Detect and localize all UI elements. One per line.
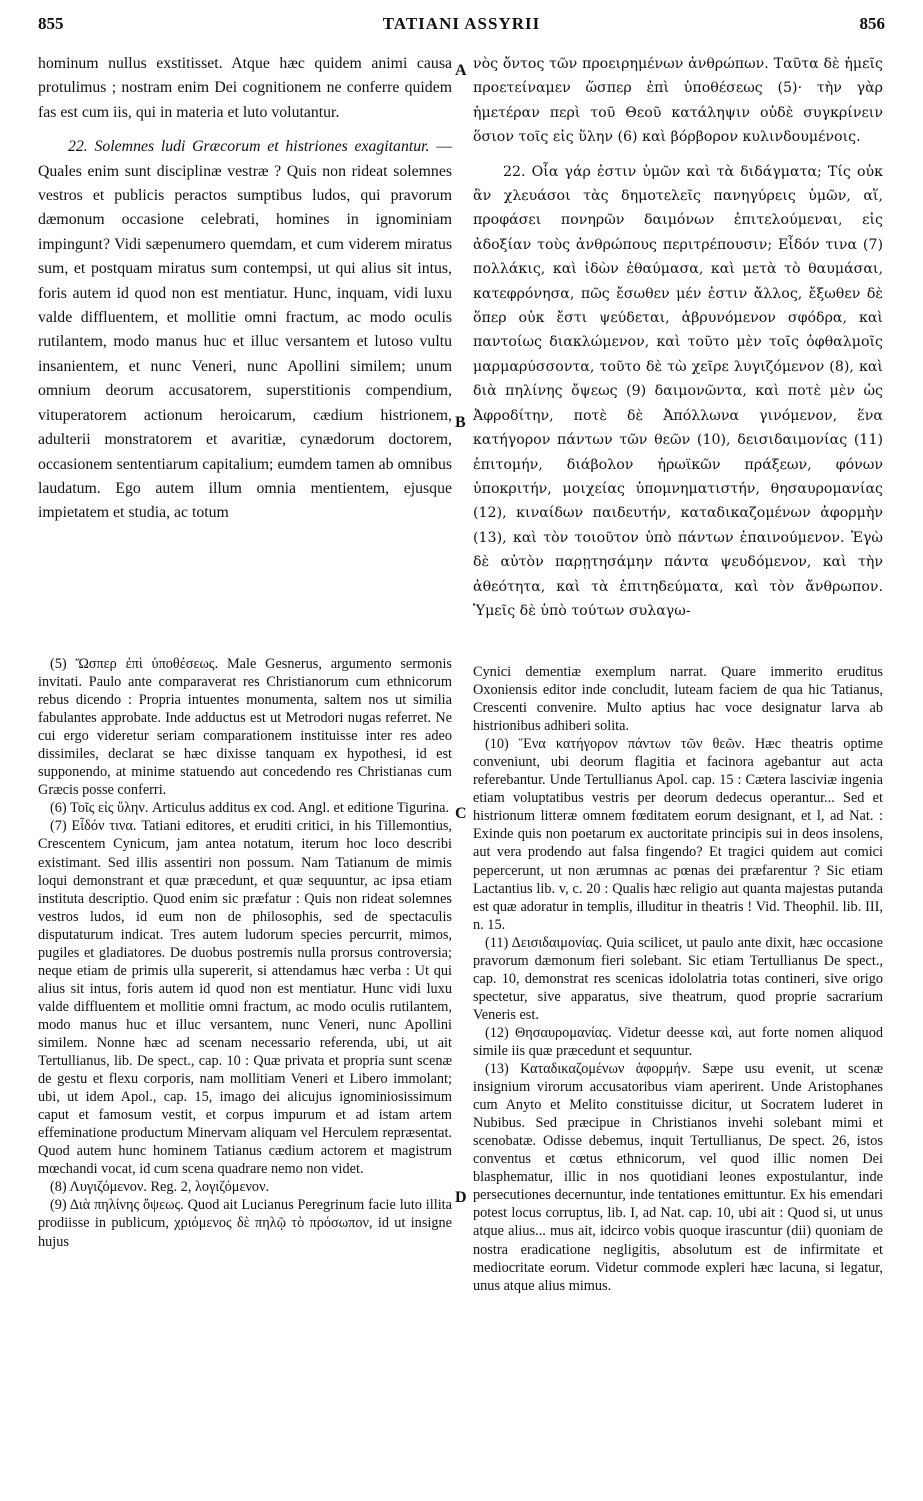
footnote-continuation: Cynici dementiæ exemplum narrat. Quare immerito eruditus Oxoniensis editor inde concludit, luteam faciem de qua hic Tatianus, Crescenti convenire. Multo aptius hac voce designatur larva ab histrionibus adhiberi solita. <box>473 664 883 735</box>
greek-column <box>473 52 883 623</box>
latin-paragraph-2-text: — Quales enim sunt disciplinæ vestræ ? Quis non rideat solemnes vestros et publicis peractos sumptibus ludos, qui pravorum dæmonum occasione celebrati, homines in ignominiam impingunt? Vidi sæpenumero quemdam, et cum viderem miratus sum, et postquam miratus sum contempsi, ut qui alius sit intus, foris autem id quod non est mentiatur. Hunc, inquam, vidi luxu valde diffluentem, et mollitie omni fractum, ac modo oculis rutilantem, modo manus huc et illuc versantem et lutoso vultu insanientem, et nunc Veneri, nunc Apollini similem; unum omnium deorum accusatorem, superstitionis compendium, vituperatorem actionum heroicarum, cædium histrionem, adulterii monstratorem et avaritiæ, cynædorum doctorem, occasionem sententiarum capitalium; eumdem tamen ab omnibus laudatum. Ego autem illum omnia mentientem, ejusque impietatem et studia, ac totum <box>38 138 452 522</box>
greek-paragraph-1: νὸς ὄντος τῶν προειρημένων ἀνθρώπων. Ταῦτα δὲ ἡμεῖς προετείναμεν ὥσπερ ἐπὶ ὑποθέσεως (5)· τὴν γὰρ ἡμετέραν περὶ τοῦ Θεοῦ κατάληψιν οὐδὲ συγκρίνειν ὅσιον τοῖς εἰς ὕλην (6) καὶ βόρβορον κυλινδουμένοις. <box>473 56 883 146</box>
latin-column <box>38 52 452 526</box>
footnote: (6) Τοῖς εἰς ὕλην. Articulus additus ex cod. Angl. et editione Tigurina. <box>50 800 450 817</box>
footnote: (8) Λυγιζόμενον. Reg. 2, λογιζόμενον. <box>50 1179 270 1196</box>
footnote: (9) Διὰ πηλίνης ὄψεως. Quod ait Lucianus Peregrinum facie luto illita prodiisse in publicum, χριόμενος δὲ πηλῷ τὸ πρόσωπον, id ut insigne hujus <box>38 1197 452 1250</box>
footnote: (5) Ὥσπερ ἐπὶ ὑποθέσεως. Male Gesnerus, argumento sermonis invitati. Paulo ante comparaverat res Christianorum cum ethnicorum rebus dicendo : Propria intuentes monumenta, saltem nos ut similia fabulantes approbate. Inde adductus est ut Metrodori nugas referret. Ne cui ergo videretur seriam comparationem instituisse inter res adeo dissimiles, declarat se hæc dixisse tanquam ex hypothesi, id est supponendo, at minime statuendo aut concedendo res Christianas cum Græcis posse conferri. <box>38 656 452 799</box>
running-title: TATIANI ASSYRII <box>382 14 541 33</box>
latin-paragraph-1: hominum nullus exstitisset. Atque hæc quidem animi causa protulimus ; nostram enim Dei cognitionem ne conferre quidem fas est cum iis, qui in materia et luto volutantur. <box>38 55 452 121</box>
footnote: (7) Εἶδόν τινα. Tatiani editores, et eruditi critici, in his Tillemontius, Crescentem Cynicum, jam antea notatum, iterum hoc loco describi existimant. Sed illis assentiri non possum. Nam Tatianum de mimis loqui demonstrant et quæ præcedunt, et quæ sequuntur, ac ipsa etiam instituta descriptio. Quod enim sic præfatur : Quis non rideat solemnes vestros ludos, id eum non de philosophis, sed de spectaculis disputaturum indicat. Tres autem ludorum species percurrit, mimos, pugiles et gladiatores. De duobus postremis nulla prorsus controversia; neque etiam de primis ulla supererit, si attendamus hæc verba : Ut qui alius sit intus, foris autem id quod non est mentiatur. Hunc vidi luxu valde diffluentem et mollitie omni fractum, ac modo oculis rutilantem, modo manus huc et illuc versantem, nunc Veneri, nunc Apollini similem. Nonne hæc ad scenam necessario referenda, ubi, ut ait Tertullianus, lib. De spect., cap. 10 : Quæ privata et propria sunt scenæ de gestu et flexu corporis, nam mollitiam Veneri et Libero immolant; ubi, ut idem Apol., cap. 15, imago dei alicujus ignominiosissimum caput et famosum vestit, et corpus impurum et ad istam artem effeminatione productum Minervam aliquam vel Herculem repræsentat. Quod autem hunc hominem Tatianus cædium actorem et magistrum mœchandi vocat, id cum scena quadrare nemo non videt. <box>38 818 452 1178</box>
notes-left-column <box>38 655 452 1251</box>
latin-paragraph-2 <box>38 135 452 526</box>
margin-letter-d: D <box>455 1189 467 1206</box>
margin-letter-c: C <box>455 805 467 822</box>
section-heading: 22. Solemnes ludi Græcorum et histriones exagitantur. <box>68 138 430 156</box>
footnote: (11) Δεισιδαιμονίας. Quia scilicet, ut paulo ante dixit, hæc occasione pravorum dæmonum fieri solebant. Sic etiam Tertullianus De spect., cap. 10, demonstrat res scenicas idololatria totas contineri, sive origo spectetur, sive apparatus, sive theatrum, quod proprie sacrarium Veneris est. <box>473 934 883 1023</box>
footnote: (13) Καταδικαζομένων ἀφορμήν. Sæpe usu evenit, ut scenæ insignium virorum accusatoribus viam aperirent. Unde Aristophanes cum Anyto et Melito constituisse dicitur, ut Socratem luderet in Nubibus. Sed præcipue in Christianos invehi solebant mimi et scenobatæ. Odisse debemus, inquit Tertullianus, De spect. 26, istos conventus et cœtus ethnicorum, vel quod illic nomen Dei blasphematur, illic in nos quotidiani leones expostulantur, inde persecutiones decernuntur, inde tentationes emittuntur. Ex his emendari potest locus corruptus, lib. I, ad Nat. cap. 10, ubi ait : Quod si, ut unus atque alius... mus ait, idcirco vobis quoque irascuntur (dii) quoniam de nostra eradicatione negligitis, absolutum est de infirmitate et mediocritate eorum. Videtur commode expleri hæc lacuna, si legatur, unus atque alius mimus. <box>473 1061 883 1294</box>
greek-paragraph-2: 22. Οἷα γάρ ἐστιν ὑμῶν καὶ τὰ διδάγματα; Τίς οὐκ ἂν χλευάσοι τὰς δημοτελεῖς πανηγύρεις ὑμῶν, αἵ, προφάσει πονηρῶν δαιμόνων ἐπιτελούμεναι, εἰς ἀδοξίαν τοὺς ἀνθρώπους περιτρέπουσιν; Εἶδόν τινα (7) πολλάκις, καὶ ἰδὼν ἐθαύμασα, καὶ μετὰ τὸ θαυμάσαι, κατεφρόνησα, πῶς ἔσωθεν μέν ἐστιν ἄλλος, ἔξωθεν δὲ ὅπερ οὐκ ἔστι ψεύδεται, ἁβρυνόμενον σφόδρα, καὶ παντοίως διακλώμενον, καὶ τοῦτο μὲν τοῖς ὀφθαλμοῖς μαρμαρύσσοντα, τοῦτο δὲ τὼ χεῖρε λυγιζόμενον (8), καὶ διὰ πηλίνης ὄψεως (9) δαιμονῶντα, καὶ ποτὲ μὲν ὡς Ἀφροδίτην, ποτὲ δὲ Ἀπόλλωνα γινόμενον, ἕνα κατήγορον πάντων τῶν θεῶν (10), δεισιδαιμονίας (11) ἐπιτομήν, διάβολον ἡρωϊκῶν πράξεων, φόνων ὑποκριτήν, μοιχείας ὑπομνηματιστήν, θησαυρομανίας (12), κιναίδων παιδευτήν, καταδικαζομένων ἀφορμὴν (13), καὶ τὸν τοιοῦτον ὑπὸ πάντων ἐπαινούμενον. Ἐγὼ δὲ αὐτὸν παρῃτησάμην πάντα ψευδόμενον, καὶ τὴν ἀθεότητα, καὶ τὰ ἐπιτηδεύματα, καὶ τὸν ἄνθρωπον. Ὑμεῖς δὲ ὑπὸ τούτων συλαγω- <box>473 163 883 619</box>
margin-letter-b: B <box>455 414 466 431</box>
margin-letter-a: A <box>455 62 467 79</box>
page-number-right: 856 <box>859 14 885 33</box>
page-number-left: 855 <box>38 14 64 33</box>
notes-right-column <box>473 663 883 1295</box>
footnote: (10) Ἕνα κατήγορον πάντων τῶν θεῶν. Hæc theatris optime conveniunt, ubi deorum flagitia et facinora agebantur aut acta referebantur. Unde Tertullianus Apol. cap. 15 : Cætera lasciviæ ingenia etiam voluptatibus vestris per deorum dedecus operantur... Sed et histrionum litteræ omnem fœditatem eorum designant, et l, ad Nat. : Exinde quis non poetarum ex auctoritate principis sui in deos insolens, aut vera prodendo aut falsa fingendo? Et tragici quidem aut comici pepercerunt, ut non ærumnas ac pœnas dei præfarentur ? Sic etiam Lactantius lib. v, c. 20 : Qualis hæc religio aut quanta majestas putanda est quæ adoratur in templis, illuditur in theatris ! Vid. Theophil. lib. III, n. 15. <box>473 736 883 933</box>
footnote: (12) Θησαυρομανίας. Videtur deesse καὶ, aut forte nomen aliquod simile iis quæ præcedunt et sequuntur. <box>473 1024 883 1059</box>
page-header <box>38 8 885 38</box>
